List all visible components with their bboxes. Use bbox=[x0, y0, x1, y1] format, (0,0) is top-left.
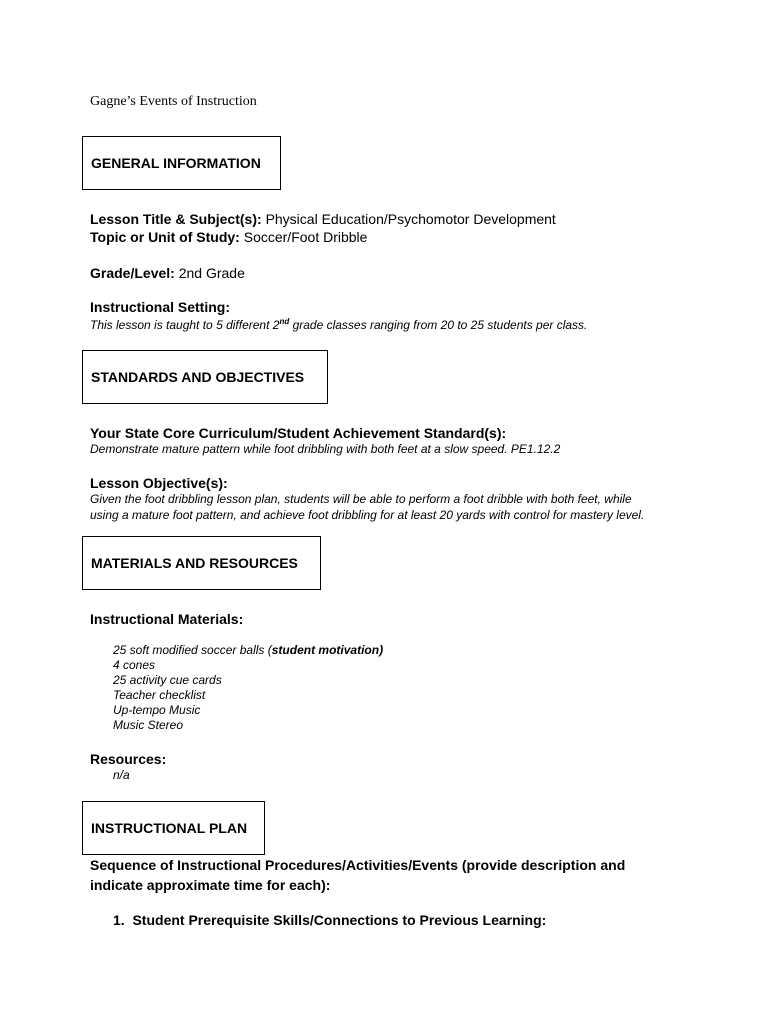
resources-value: n/a bbox=[113, 768, 130, 782]
list-item: Music Stereo bbox=[113, 718, 184, 732]
step-1-number: 1. bbox=[113, 912, 125, 928]
section-standards-and-objectives: STANDARDS AND OBJECTIVES bbox=[82, 350, 328, 404]
item-1-prefix: 25 soft modified soccer balls ( bbox=[113, 643, 272, 657]
lesson-objective-line-1: Given the foot dribbling lesson plan, students will be able to perform a foot dribble with both feet, while bbox=[90, 492, 632, 506]
step-1 bbox=[113, 912, 546, 928]
core-standard-label: Your State Core Curriculum/Student Achievement Standard(s): bbox=[90, 425, 507, 441]
setting-text-before: This lesson is taught to 5 different 2 bbox=[90, 318, 280, 332]
list-item: Teacher checklist bbox=[113, 688, 206, 702]
list-item: Up-tempo Music bbox=[113, 703, 201, 717]
list-item: 4 cones bbox=[113, 658, 156, 672]
lesson-objective-label: Lesson Objective(s): bbox=[90, 475, 228, 491]
section-instructional-plan: INSTRUCTIONAL PLAN bbox=[82, 801, 265, 855]
grade-label: Grade/Level: bbox=[90, 265, 175, 281]
lesson-title-value: Physical Education/Psychomotor Development bbox=[265, 211, 556, 227]
setting-text-after: grade classes ranging from 20 to 25 students per class. bbox=[289, 318, 588, 332]
materials-list bbox=[113, 643, 383, 733]
document-title: Gagne’s Events of Instruction bbox=[90, 94, 257, 109]
topic-label: Topic or Unit of Study: bbox=[90, 229, 240, 245]
sequence-line-2: indicate approximate time for each): bbox=[90, 877, 331, 893]
instructional-setting-label: Instructional Setting: bbox=[90, 299, 230, 315]
setting-text-sup: nd bbox=[279, 317, 290, 326]
topic-value: Soccer/Foot Dribble bbox=[243, 229, 368, 245]
lesson-title-label: Lesson Title & Subject(s): bbox=[90, 211, 262, 227]
section-materials-and-resources: MATERIALS AND RESOURCES bbox=[82, 536, 321, 590]
core-standard-text: Demonstrate mature pattern while foot dribbling with both feet at a slow speed. PE1.12.2 bbox=[90, 442, 561, 456]
item-1-bold: student motivation) bbox=[271, 643, 384, 657]
instructional-setting-text bbox=[90, 318, 587, 332]
step-1-text: Student Prerequisite Skills/Connections to Previous Learning: bbox=[132, 912, 547, 928]
resources-label: Resources: bbox=[90, 751, 167, 767]
grade-line bbox=[90, 265, 245, 281]
list-item: 25 activity cue cards bbox=[113, 673, 222, 687]
topic-line bbox=[90, 229, 367, 245]
instructional-materials-label: Instructional Materials: bbox=[90, 611, 244, 627]
lesson-title-line bbox=[90, 211, 556, 227]
lesson-objective-line-2: using a mature foot pattern, and achieve foot dribbling for at least 20 yards with control for mastery level. bbox=[90, 508, 645, 522]
grade-value: 2nd Grade bbox=[178, 265, 245, 281]
sequence-line-1: Sequence of Instructional Procedures/Activities/Events (provide description and bbox=[90, 857, 626, 873]
section-general-information: GENERAL INFORMATION bbox=[82, 136, 281, 190]
list-item bbox=[113, 643, 383, 658]
